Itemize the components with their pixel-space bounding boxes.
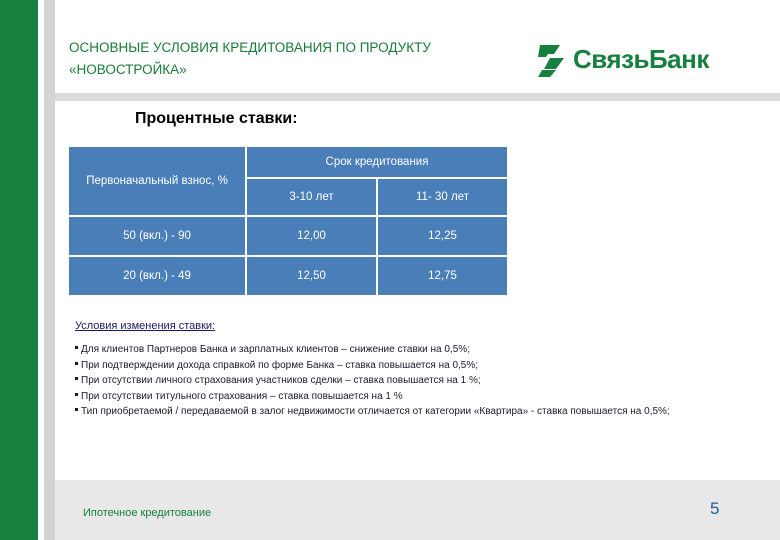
footer-label: Ипотечное кредитование xyxy=(83,507,212,519)
logo-text: СвязьБанк xyxy=(573,44,709,74)
conditions-block xyxy=(75,320,715,420)
bullet-icon xyxy=(75,408,78,411)
svyazbank-logo-icon xyxy=(536,43,568,79)
list-item xyxy=(75,358,715,374)
condition-text: Для клиентов Партнеров Банка и зарплатных клиентов – снижение ставки на 0,5%; xyxy=(81,344,470,355)
slide-title xyxy=(69,37,519,81)
cell-rate: 12,00 xyxy=(246,216,377,256)
list-item xyxy=(75,373,715,389)
page-number: 5 xyxy=(710,499,720,518)
condition-text: При подтверждении дохода справкой по форме Банка – ставка повышается на 0,5%; xyxy=(81,359,479,371)
cell-down-payment: 20 (вкл.) - 49 xyxy=(68,256,246,296)
bullet-icon xyxy=(75,346,78,349)
conditions-list xyxy=(75,342,715,420)
bullet-icon xyxy=(75,377,78,380)
header-divider xyxy=(55,93,780,101)
cell-rate: 12,50 xyxy=(246,256,377,296)
list-item xyxy=(75,342,715,358)
rates-table xyxy=(67,145,509,297)
header-term-3-10: 3-10 лет xyxy=(246,178,377,216)
cell-down-payment: 50 (вкл.) - 90 xyxy=(68,216,246,256)
cell-rate: 12,25 xyxy=(377,216,508,256)
left-green-stripe xyxy=(0,0,38,540)
header-credit-term: Срок кредитования xyxy=(246,146,508,178)
bullet-icon xyxy=(75,362,78,365)
list-item xyxy=(75,404,715,420)
section-heading: Процентные ставки: xyxy=(135,110,298,127)
conditions-heading: Условия изменения ставки: xyxy=(75,320,216,332)
header-term-11-30: 11- 30 лет xyxy=(377,178,508,216)
header-down-payment: Первоначальный взнос, % xyxy=(68,146,246,216)
table-row xyxy=(68,216,508,256)
bullet-icon xyxy=(75,393,78,396)
table-header-row xyxy=(68,146,508,178)
condition-text: При отсутствии титульного страхования – ставка повышается на 1 % xyxy=(81,390,403,402)
table-row xyxy=(68,256,508,296)
slide-title-line1: ОСНОВНЫЕ УСЛОВИЯ КРЕДИТОВАНИЯ ПО ПРОДУКТУ xyxy=(69,40,431,55)
list-item xyxy=(75,389,715,405)
left-gray-stripe xyxy=(44,0,55,540)
slide-title-line2: «НОВОСТРОЙКА» xyxy=(69,62,187,77)
cell-rate: 12,75 xyxy=(377,256,508,296)
condition-text: Тип приобретаемой / передаваемой в залог недвижимости отличается от категории «Квартира» - ставка повышается на 0,5%; xyxy=(81,406,670,417)
condition-text: При отсутствии личного страхования участников сделки – ставка повышается на 1 %; xyxy=(81,375,481,386)
